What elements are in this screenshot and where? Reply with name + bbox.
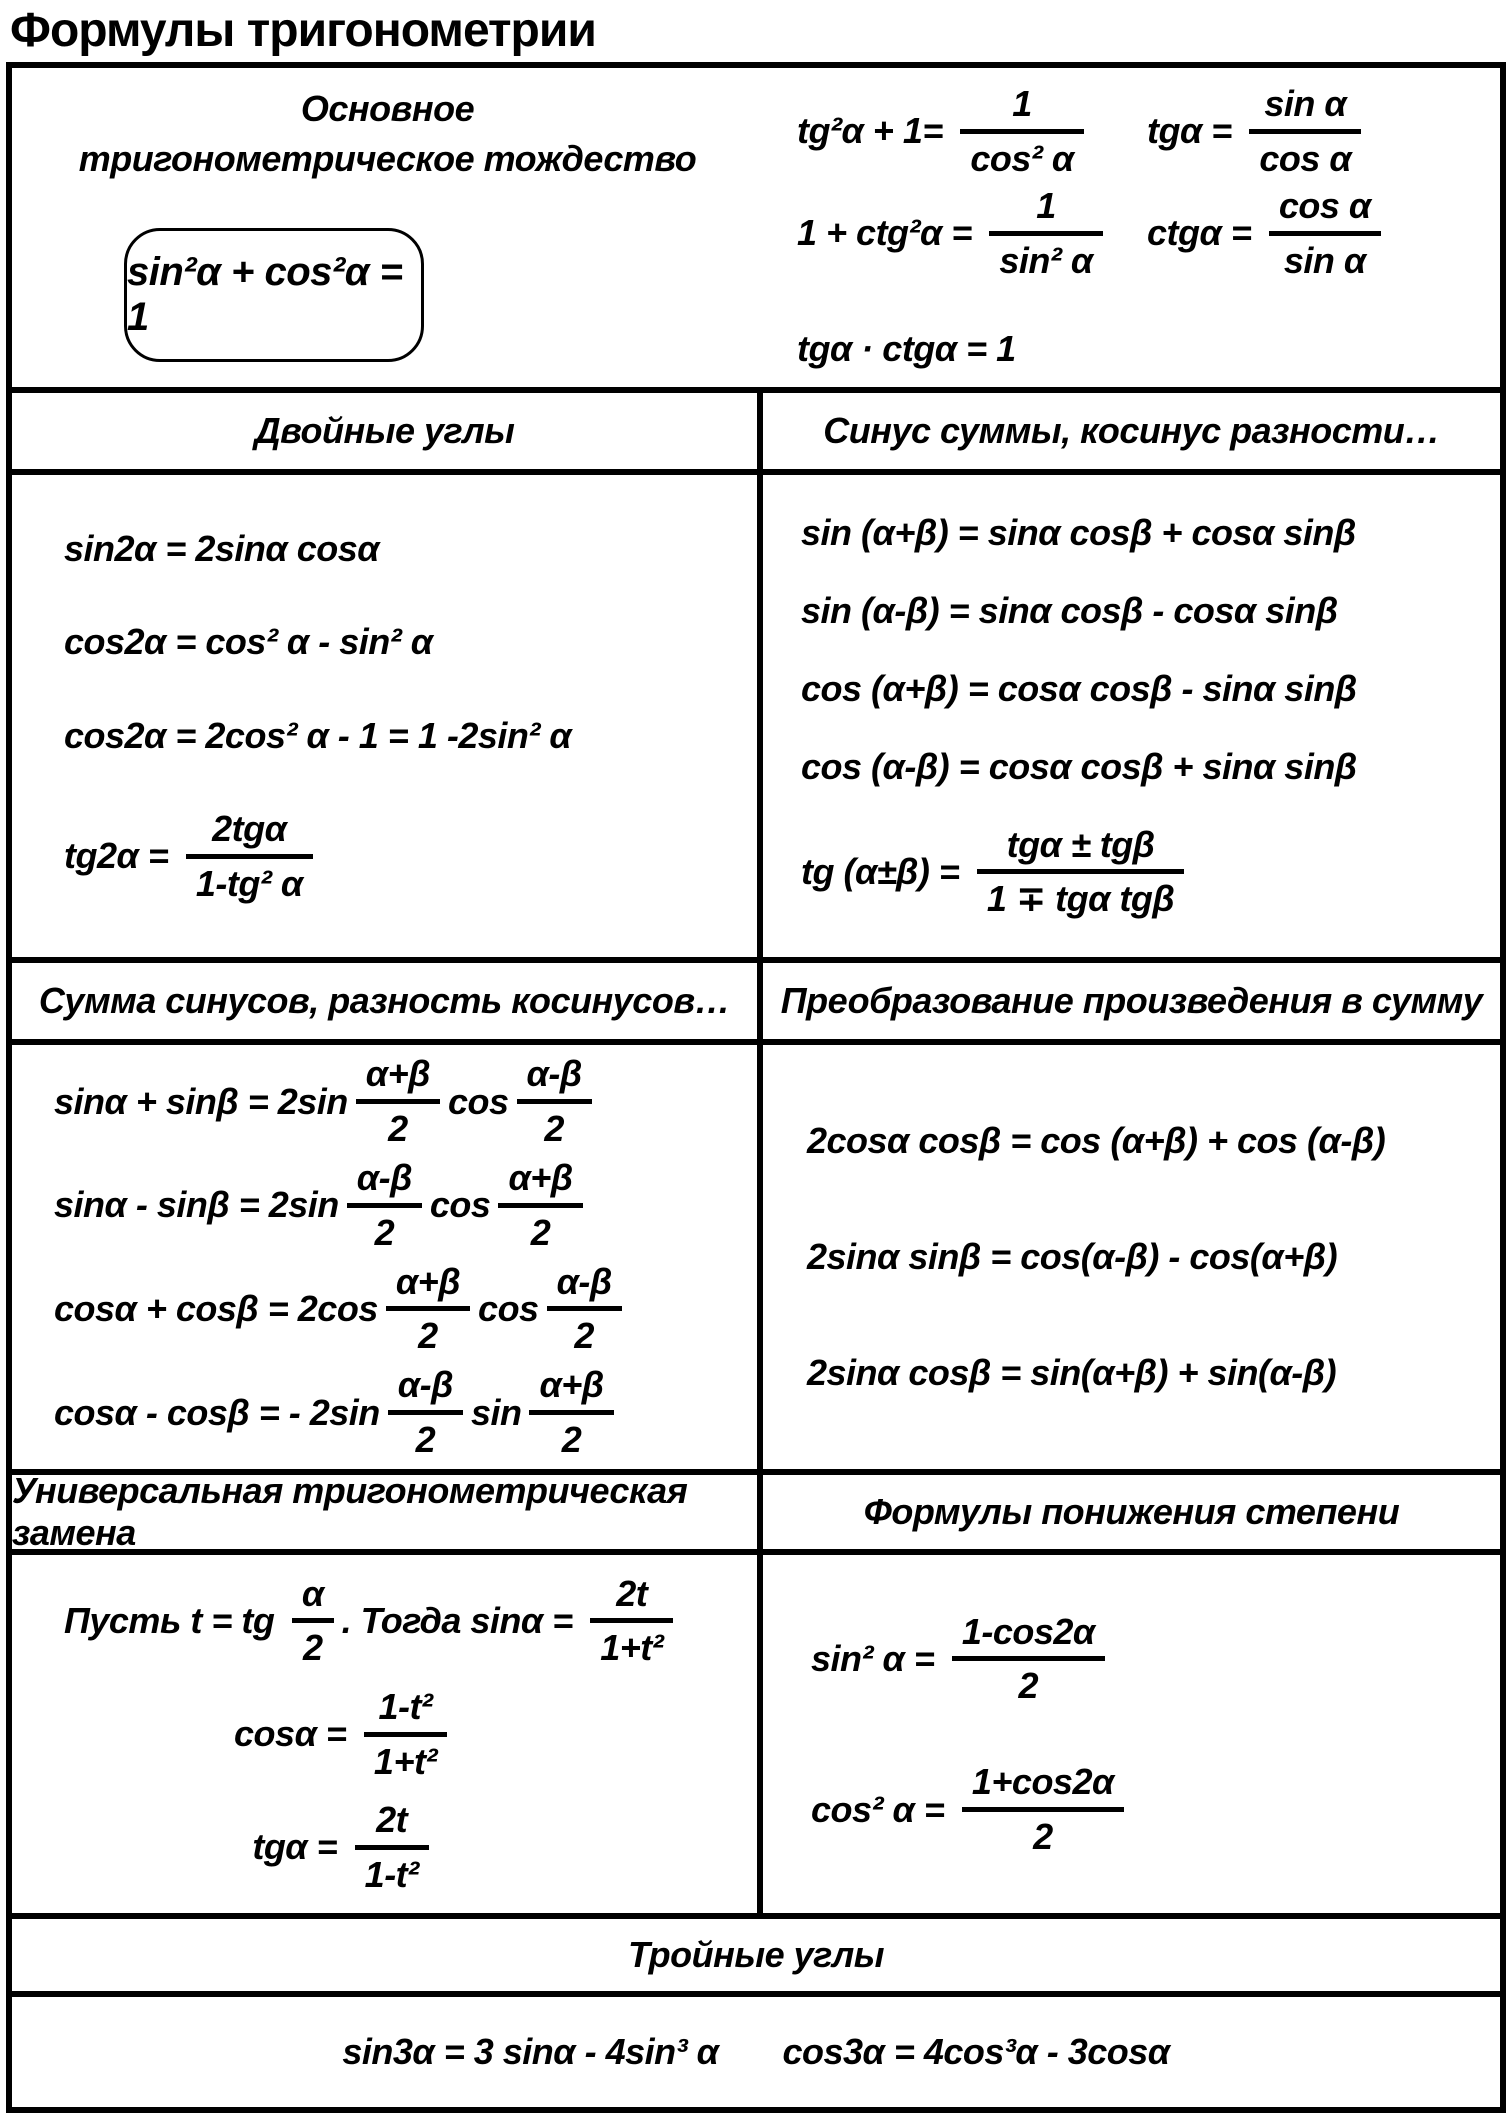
header-row-b [12,963,1500,1045]
formula-cos2a-diff [12,622,757,662]
fraction-numerator: α-β [517,1054,592,1104]
content-row-b [12,1045,1500,1475]
formula-text: cos2α = cos² α - sin² α [64,621,433,663]
formula-text: sin (α+β) = sinα cosβ + cosα sinβ [801,512,1356,554]
fraction-denominator: sin² α [999,239,1093,281]
formula-text: tgα · ctgα = 1 [797,328,1016,370]
fraction-numerator: α-β [388,1365,463,1415]
header-sum-difference [763,393,1500,469]
fraction-numerator: tgα ± tgβ [977,825,1184,875]
formula-text: 1 + ctg²α = [797,212,982,254]
fraction-numerator: α+β [356,1054,440,1104]
formula-tg-sum [763,825,1500,919]
formula-sin-squared [763,1612,1500,1706]
fraction [517,1054,592,1148]
formula-sin-plus-sin [12,1054,757,1148]
formula-ctg-squared [797,186,1147,280]
fraction-numerator: 2t [590,1574,673,1624]
header-text: Двойные углы [254,410,515,451]
formula-text: cos3α = 4cos³α - 3cosα [782,2031,1170,2073]
fraction [364,1687,447,1781]
header-text: Универсальная тригонометрическая замена [12,1470,688,1553]
formula-cos-plus-cos [12,1262,757,1356]
fraction-numerator: cos α [1269,186,1381,236]
fraction-denominator: cos α [1259,137,1352,179]
fraction [960,84,1083,178]
fraction-denominator: 2 [302,1627,323,1669]
formula-text: cosα = [234,1713,356,1755]
formula-cos2a-alt [12,716,757,756]
fraction [590,1574,673,1668]
header-text: Синус суммы, косинус разности… [823,410,1440,451]
fraction [547,1262,622,1356]
formula-text: tg2α = [64,835,178,877]
fraction [989,186,1102,280]
fraction [355,1800,429,1894]
formula-text: sinα + sinβ = 2sin [54,1080,348,1122]
fraction-numerator: 1+cos2α [962,1762,1124,1812]
fraction-numerator: 1-cos2α [952,1612,1105,1662]
formula-text: tgα = [1147,110,1242,152]
fraction-numerator: sin α [1249,84,1361,134]
fraction [529,1365,613,1459]
fundamental-right-cell [763,68,1500,387]
header-universal-substitution [12,1470,763,1553]
formula-text: sin (α-β) = sinα cosβ - cosα sinβ [801,590,1338,632]
fraction-numerator: α+β [386,1262,470,1312]
formula-text: Пусть t = tg [64,1600,284,1642]
formula-text: sin3α = 3 sinα - 4sin³ α [342,2031,719,2073]
header-power-reduction [763,1475,1500,1549]
fraction-denominator: 2 [1018,1665,1039,1707]
formula-cos-diff [763,747,1500,787]
formula-sin3a [342,2032,718,2072]
fraction-numerator: 1 [960,84,1083,134]
fraction-denominator: 1 ∓ tgα tgβ [986,878,1175,920]
fraction-numerator: α [292,1574,334,1624]
sum-difference-cell [763,475,1500,957]
fraction-denominator: 2 [561,1418,582,1460]
fraction [186,809,313,903]
fraction-denominator: 2 [388,1108,408,1150]
formula-cos-minus-cos [12,1365,757,1459]
formula-text: cosα + cosβ = 2cos [54,1287,378,1329]
formula-text: sinα - sinβ = 2sin [54,1184,339,1226]
fraction [962,1762,1124,1856]
fraction-numerator: α+β [529,1365,613,1415]
header-text: Сумма синусов, разность косинусов… [38,980,731,1021]
formula-cos3a [782,2032,1169,2072]
section-fundamental [12,68,1500,393]
fundamental-heading [12,84,763,184]
fraction-numerator: α-β [547,1262,622,1312]
header-product-to-sum [763,963,1500,1039]
fraction-denominator: sin α [1283,239,1366,281]
formula-tg2a [12,809,757,903]
formula-text: 2sinα cosβ = sin(α+β) + sin(α-β) [807,1352,1337,1394]
fraction-denominator: 2 [574,1315,594,1357]
formula-2sincos [763,1353,1500,1393]
formula-text: sin [470,1391,522,1433]
fraction-numerator: 2tgα [186,809,313,859]
heading-line-1: Основное [300,88,475,129]
fraction-numerator: α+β [498,1158,582,1208]
formula-text: ctgα = [1147,212,1261,254]
sum-to-product-cell [12,1045,763,1469]
header-text: Формулы понижения степени [863,1491,1400,1532]
formula-text: cos² α = [811,1788,954,1830]
formula-ctg-ratio [1147,186,1500,280]
header-row-triple-angles [12,1919,1500,1997]
fraction-denominator: cos² α [970,137,1074,179]
fraction [386,1262,470,1356]
formula-text: cos [448,1080,509,1122]
universal-substitution-cell [12,1555,763,1913]
formula-universal-cos [234,1687,455,1781]
formula-text: 2cosα cosβ = cos (α+β) + cos (α-β) [807,1120,1386,1162]
product-to-sum-cell [763,1045,1500,1469]
header-sum-to-product [12,963,763,1039]
fraction-denominator: 2 [1033,1815,1053,1857]
fraction [1249,84,1361,178]
content-row-triple-angles [12,1997,1500,2107]
formula-tg-ctg-product [797,329,1500,369]
formula-cos-squared [763,1762,1500,1856]
header-row-a [12,393,1500,475]
content-row-a [12,475,1500,963]
header-text: Преобразование произведения в сумму [780,980,1483,1021]
fraction [292,1574,334,1668]
formula-text: 2sinα sinβ = cos(α-β) - cos(α+β) [807,1236,1338,1278]
formula-text: sin2α = 2sinα cosα [64,527,380,569]
formula-tg-ratio [1147,84,1500,178]
fraction [388,1365,463,1459]
formula-text: tg (α±β) = [801,850,969,892]
fraction-numerator: 1 [989,186,1102,236]
formula-sin-diff [763,591,1500,631]
formula-2coscos [763,1121,1500,1161]
boxed-identity-text: sin²α + cos²α = 1 [127,250,403,339]
fraction [498,1158,582,1252]
fraction-numerator: 1-t² [364,1687,447,1737]
formula-universal-tg [252,1800,436,1894]
fraction-numerator: 2t [355,1800,429,1850]
fraction [347,1158,422,1252]
formula-sin2a [12,529,757,569]
formula-universal-sin [12,1574,757,1668]
formula-sin-sum [763,513,1500,553]
header-double-angles [12,393,763,469]
formula-sin-minus-sin [12,1158,757,1252]
fraction-denominator: 1-t² [364,1853,419,1895]
fraction [356,1054,440,1148]
fraction-denominator: 2 [418,1315,438,1357]
fraction-denominator: 1+t² [600,1627,664,1669]
formula-table [6,62,1506,2113]
formula-text: cos [429,1184,491,1226]
formula-text: tg²α + 1= [797,110,953,152]
fraction-denominator: 2 [374,1211,395,1253]
fraction [1269,186,1381,280]
heading-line-2: тригонометрическое тождество [78,138,697,179]
fraction-denominator: 2 [415,1418,436,1460]
header-row-c [12,1470,1500,1555]
formula-text: . Тогда sinα = [341,1600,583,1642]
power-reduction-cell [763,1555,1500,1913]
fraction-denominator: 2 [544,1108,564,1150]
formula-tg-squared [797,84,1147,178]
formula-text: sin² α = [811,1637,944,1679]
header-triple-angles [12,1919,1500,1991]
formula-text: cos [478,1287,539,1329]
formula-text: tgα = [252,1826,347,1868]
double-angles-cell [12,475,763,957]
content-row-c [12,1555,1500,1919]
fraction-denominator: 1-tg² α [195,862,303,904]
identity-grid [797,84,1500,280]
boxed-identity [124,228,424,362]
header-text: Тройные углы [628,1934,884,1975]
fraction [952,1612,1105,1706]
fraction-denominator: 2 [530,1211,551,1253]
formula-text: cos2α = 2cos² α - 1 = 1 -2sin² α [64,714,572,756]
formula-text: cos (α-β) = cosα cosβ + sinα sinβ [801,745,1357,787]
fundamental-left-cell [12,68,763,387]
fraction-denominator: 1+t² [373,1740,437,1782]
formula-text: cosα - cosβ = - 2sin [54,1391,380,1433]
formula-2sinsin [763,1237,1500,1277]
formula-text: cos (α+β) = cosα cosβ - sinα sinβ [801,667,1357,709]
fraction [977,825,1184,919]
fraction-numerator: α-β [347,1158,422,1208]
formula-cos-sum [763,669,1500,709]
page-title: Формулы тригонометрии [10,4,596,57]
